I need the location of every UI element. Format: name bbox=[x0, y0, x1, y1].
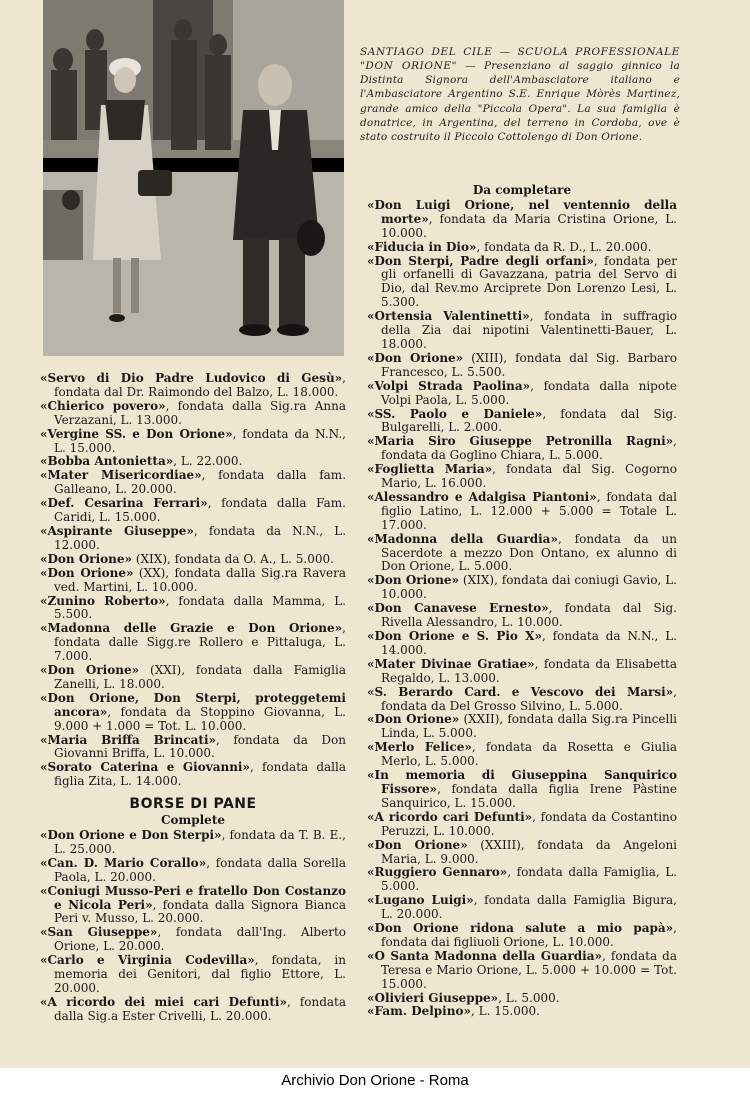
left-entry-list bbox=[40, 372, 346, 789]
list-item: «O Santa Madonna della Guardia», fondata da Teresa e Mario Orione, L. 5.000 + 10.000 = Tot. 15.000. bbox=[367, 948, 677, 991]
list-item: «Don Orione ridona salute a mio papà», fondata dai figliuoli Orione, L. 10.000. bbox=[367, 921, 677, 949]
list-item: «Madonna delle Grazie e Don Orione», fondata dalle Sigg.re Rollero e Pittaluga, L. 7.000. bbox=[40, 621, 346, 664]
list-item: «Alessandro e Adalgisa Piantoni», fondata dal figlio Latino, L. 12.000 + 5.000 = Totale L. 17.000. bbox=[367, 489, 677, 532]
list-item: «Can. D. Mario Corallo», fondata dalla Sorella Paola, L. 20.000. bbox=[40, 855, 347, 884]
list-item: «Fiducia in Dio», fondata da R. D., L. 20.000. bbox=[367, 239, 652, 254]
archive-footer: Archivio Don Orione - Roma bbox=[0, 1068, 750, 1093]
photo-caption bbox=[360, 45, 680, 145]
list-item: «Don Orione» (XIII), fondata dal Sig. Barbaro Francesco, L. 5.500. bbox=[367, 350, 677, 379]
list-item: «Volpi Strada Paolina», fondata dalla nipote Volpi Paola, L. 5.000. bbox=[367, 378, 677, 407]
list-item: «Servo di Dio Padre Ludovico di Gesù», fondata dal Dr. Raimondo del Balzo, L. 18.000. bbox=[40, 371, 346, 399]
list-item: «A ricordo dei miei cari Defunti», fondata dalla Sig.a Ester Crivelli, L. 20.000. bbox=[40, 994, 347, 1023]
list-item: «Carlo e Virginia Codevilla», fondata, in memoria dei Genitori, dal figlio Ettore, L. 20.000. bbox=[40, 953, 347, 995]
caption-lead: SANTIAGO DEL CILE — SCUOLA PROFESSIONALE "DON ORIONE" bbox=[360, 45, 680, 72]
pane-entry-list bbox=[40, 829, 346, 1024]
list-item: «Don Sterpi, Padre degli orfani», fondata per gli orfanelli di Gavazzana, patria del Servo di Dio, dal Rev.mo Arciprete Don Lorenzo Lesi, L. 5.300. bbox=[367, 253, 678, 310]
list-item: «Bobba Antonietta», L. 22.000. bbox=[40, 454, 243, 469]
list-item: «Mater Divinae Gratiae», fondata da Elisabetta Regaldo, L. 13.000. bbox=[367, 656, 677, 685]
list-item: «Sorato Caterina e Giovanni», fondata dalla figlia Zita, L. 14.000. bbox=[40, 760, 346, 789]
list-item: «Zunino Roberto», fondata dalla Mamma, L. 5.500. bbox=[40, 593, 346, 622]
list-item: «Ortensia Valentinetti», fondata in suffragio della Zia dai nipotini Valentinetti-Bauer, L. 18.000. bbox=[367, 309, 678, 351]
list-item: «Vergine SS. e Don Orione», fondata da N.N., L. 15.000. bbox=[40, 426, 346, 455]
list-item: «Don Orione, Don Sterpi, proteggetemi ancora», fondata da Stoppino Giovanna, L. 9.000 + 1.000 = Tot. L. 10.000. bbox=[40, 690, 346, 733]
left-column bbox=[40, 372, 346, 1024]
caption-text: — Presenziano al saggio ginnico la Distinta Signora dell'Ambasciatore italiano e l'Ambasciatore Argentino S.E. Enrique Mòrès Martinez, grande amico della "Piccola Opera". La sua famiglia è donatrice, in Argentina, del terreno in Cordoba, ove è stato costruito il Piccolo Cottolengo di Don Orione. bbox=[360, 59, 680, 144]
list-item: «Mater Misericordiae», fondata dalla fam. Galleano, L. 20.000. bbox=[40, 468, 347, 497]
list-item: «Ruggiero Gennaro», fondata dalla Famiglia, L. 5.000. bbox=[367, 865, 678, 894]
list-item: «Maria Briffa Brincati», fondata da Don Giovanni Briffa, L. 10.000. bbox=[40, 732, 347, 761]
list-item: «Foglietta Maria», fondata dal Sig. Cogorno Mario, L. 16.000. bbox=[367, 462, 677, 491]
list-item: «Madonna della Guardia», fondata da un Sacerdote a mezzo Don Ontano, ex alunno di Don Orione, L. 5.000. bbox=[367, 531, 678, 574]
list-item: «Fam. Delpino», L. 15.000. bbox=[367, 1004, 540, 1019]
section-heading: BORSE DI PANE bbox=[129, 796, 257, 813]
list-item: «Don Orione e Don Sterpi», fondata da T. B. E., L. 25.000. bbox=[40, 828, 346, 856]
list-item: «In memoria di Giuseppina Sanquirico Fissore», fondata dalla figlia Irene Pàstine Sanquirico, L. 15.000. bbox=[367, 768, 677, 810]
list-item: «Olivieri Giuseppe», L. 5.000. bbox=[367, 990, 560, 1005]
list-item: «Maria Siro Giuseppe Petronilla Ragni», fondata da Goglino Chiara, L. 5.000. bbox=[367, 434, 677, 463]
list-item: «Coniugi Musso-Peri e fratello Don Costanzo e Nicola Peri», fondata dalla Signora Bianca Peri v. Musso, L. 20.000. bbox=[40, 883, 346, 926]
list-item: «Chierico povero», fondata dalla Sig.ra Anna Verzazani, L. 13.000. bbox=[40, 398, 347, 427]
list-item: «Lugano Luigi», fondata dalla Famiglia Bigura, L. 20.000. bbox=[367, 893, 677, 922]
list-item: «Merlo Felice», fondata da Rosetta e Giulia Merlo, L. 5.000. bbox=[367, 740, 677, 769]
list-item: «Don Orione» (XX), fondata dalla Sig.ra Ravera ved. Martini, L. 10.000. bbox=[40, 565, 346, 594]
right-column bbox=[367, 182, 677, 1019]
list-item: «Don Orione» (XIX), fondata dai coniugi Gavio, L. 10.000. bbox=[367, 573, 678, 602]
photo-illustration bbox=[43, 0, 344, 356]
list-item: «Don Orione» (XXI), fondata dalla Famiglia Zanelli, L. 18.000. bbox=[40, 663, 347, 691]
list-item: «Don Orione» (XXIII), fondata da Angeloni Maria, L. 9.000. bbox=[367, 837, 678, 866]
list-item: «San Giuseppe», fondata dall'Ing. Alberto Orione, L. 20.000. bbox=[40, 925, 346, 954]
right-entry-list bbox=[367, 199, 677, 1019]
list-item: «S. Berardo Card. e Vescovo dei Marsi», fondata da Del Grosso Silvino, L. 5.000. bbox=[367, 684, 677, 713]
list-item: «Don Orione e S. Pio X», fondata da N.N., L. 14.000. bbox=[367, 629, 678, 657]
section-subheading: Complete bbox=[160, 813, 225, 828]
photograph bbox=[43, 0, 344, 356]
list-item: «Don Orione» (XIX), fondata da O. A., L. 5.000. bbox=[40, 551, 334, 566]
list-item: «A ricordo cari Defunti», fondata da Costantino Peruzzi, L. 10.000. bbox=[367, 809, 677, 838]
right-heading: Da completare bbox=[472, 183, 572, 197]
list-item: «Don Canavese Ernesto», fondata dal Sig. Rivella Alessandro, L. 10.000. bbox=[367, 601, 677, 630]
list-item: «SS. Paolo e Daniele», fondata dal Sig. Bulgarelli, L. 2.000. bbox=[367, 406, 677, 435]
list-item: «Aspirante Giuseppe», fondata da N.N., L. 12.000. bbox=[40, 523, 347, 552]
list-item: «Don Orione» (XXII), fondata dalla Sig.ra Pincelli Linda, L. 5.000. bbox=[367, 712, 677, 741]
list-item: «Def. Cesarina Ferrari», fondata dalla Fam. Caridi, L. 15.000. bbox=[40, 496, 346, 525]
list-item: «Don Luigi Orione, nel ventennio della morte», fondata da Maria Cristina Orione, L. 10.000. bbox=[367, 197, 677, 240]
